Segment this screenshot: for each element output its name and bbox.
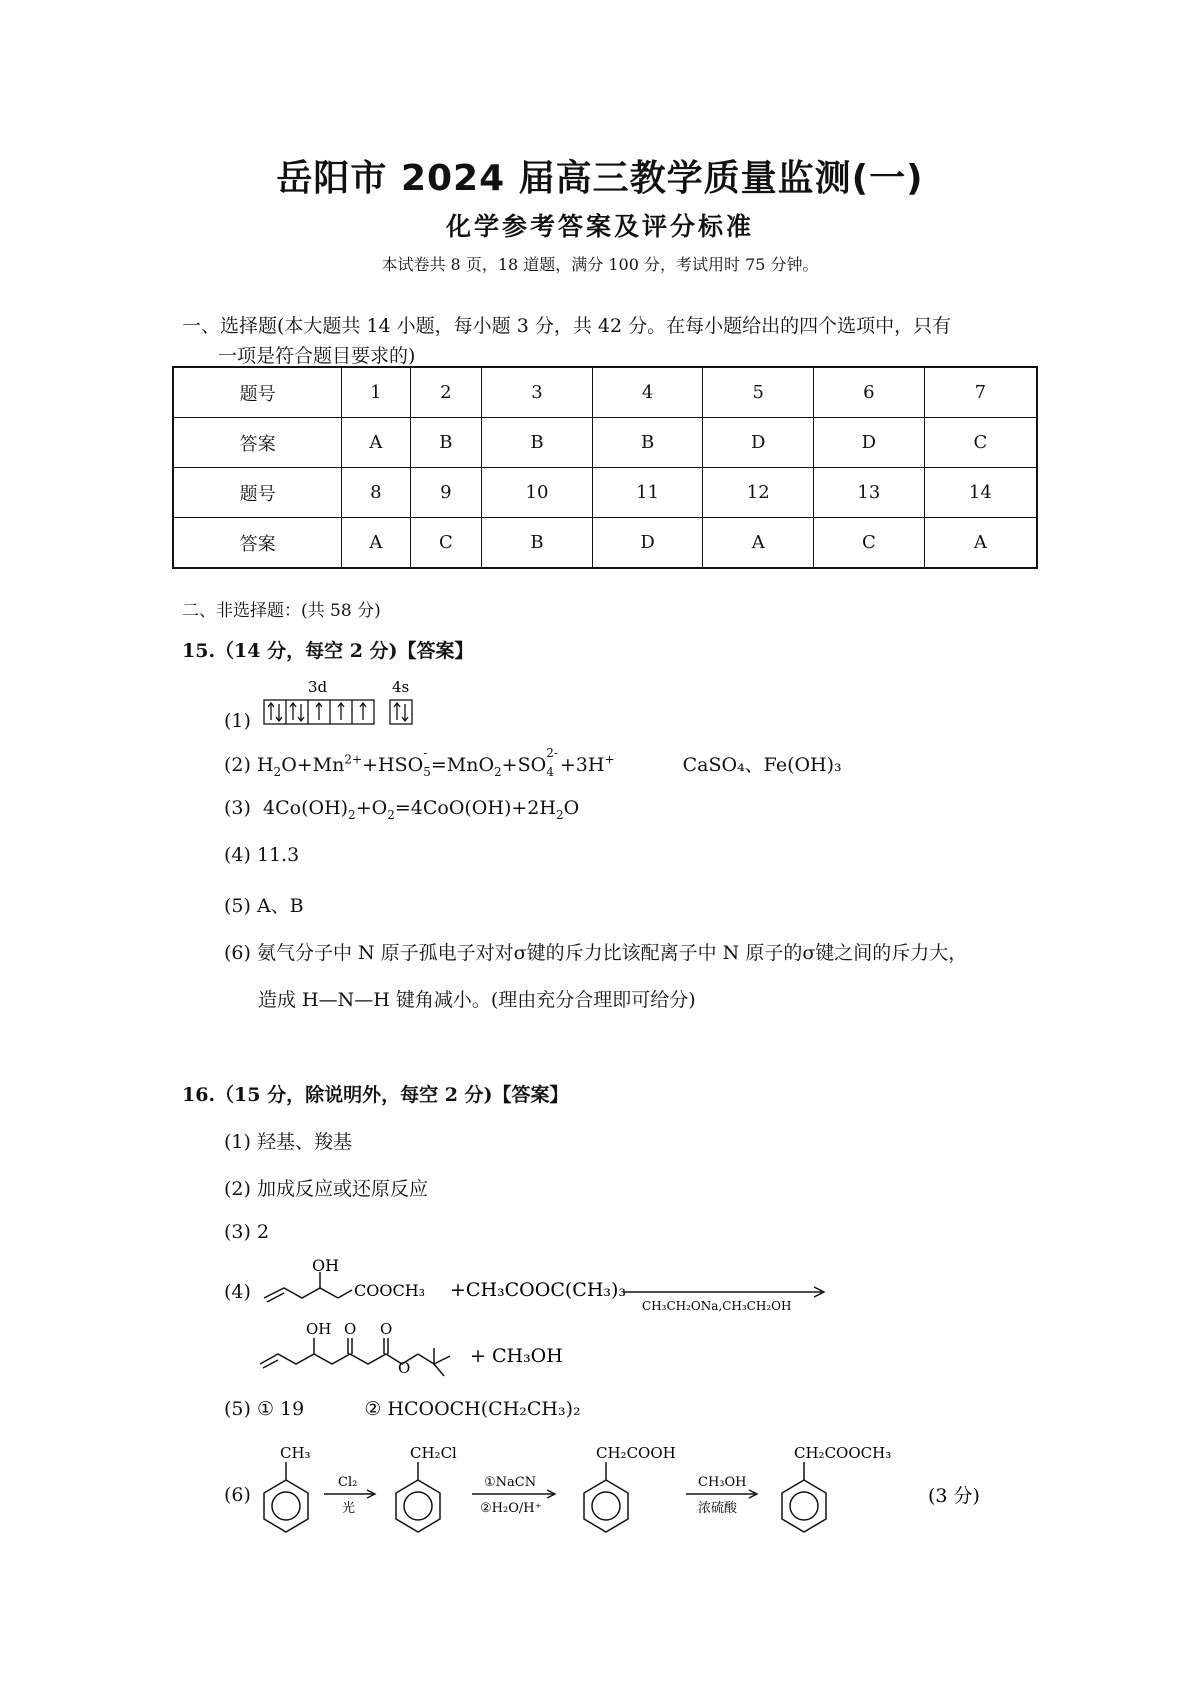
reaction-condition: CH₃CH₂ONa,CH₃CH₂OH — [642, 1299, 792, 1313]
q16-part1: (1) 羟基、羧基 — [224, 1131, 352, 1153]
answer-cell: A — [342, 518, 410, 569]
question-number: 10 — [482, 468, 593, 518]
orbital-boxes-3d — [264, 700, 412, 724]
answer-cell: D — [703, 418, 814, 468]
answer-cell: D — [814, 418, 925, 468]
row-label: 题号 — [173, 367, 342, 418]
q15-part2-precipitates: CaSO₄、Fe(OH)₃ — [682, 754, 842, 776]
step1-reagent: Cl₂ — [338, 1475, 358, 1490]
q15-part1-label: (1) — [224, 710, 251, 732]
reactant-reagent: +CH₃COOC(CH₃)₃ — [450, 1279, 627, 1301]
q16-part5: (5) ① 19 ② HCOOCH(CH₂CH₃)₂ — [224, 1398, 581, 1420]
answer-cell: A — [703, 518, 814, 569]
answer-cell: B — [592, 418, 703, 468]
answer-cell: B — [482, 418, 593, 468]
product-oh: OH — [306, 1320, 332, 1338]
q16-part6-score: (3 分) — [928, 1485, 980, 1507]
label-ch2cl: CH₂Cl — [410, 1444, 457, 1462]
label-ch2cooch3: CH₂COOCH₃ — [794, 1444, 892, 1462]
benzene-methyl-ester — [782, 1462, 826, 1532]
synthesis-route — [258, 1440, 1018, 1560]
table-row-questions-2 — [173, 468, 1037, 518]
q15-heading: 15.（14 分，每空 2 分)【答案】 — [182, 640, 474, 662]
table-row-answers-2 — [173, 518, 1037, 569]
table-row-questions-1 — [173, 367, 1037, 418]
question-number: 1 — [342, 367, 410, 418]
q16-heading: 16.（15 分，除说明外，每空 2 分)【答案】 — [182, 1084, 569, 1106]
reactant-structure — [262, 1258, 832, 1318]
section2-heading: 二、非选择题：(共 58 分) — [182, 601, 381, 621]
row-label: 答案 — [173, 518, 342, 569]
label-ch2cooh: CH₂COOH — [596, 1444, 676, 1462]
answer-cell: B — [482, 518, 593, 569]
answer-cell: B — [410, 418, 482, 468]
answer-cell: C — [410, 518, 482, 569]
q15-part6-line1: (6) 氨气分子中 N 原子孤电子对对σ键的斥力比该配离子中 N 原子的σ键之间的斥力大， — [224, 942, 968, 964]
exam-note: 本试卷共 8 页，18 道题，满分 100 分，考试用时 75 分钟。 — [381, 255, 819, 274]
question-number: 8 — [342, 468, 410, 518]
row-label: 答案 — [173, 418, 342, 468]
answer-cell: A — [924, 518, 1037, 569]
product-ketone-o: O — [344, 1320, 357, 1338]
question-number: 13 — [814, 468, 925, 518]
benzene-phenylacetic-acid — [584, 1462, 628, 1532]
answer-cell: A — [342, 418, 410, 468]
reactant-oh: OH — [312, 1258, 340, 1275]
byproduct: + CH₃OH — [470, 1345, 563, 1367]
question-number: 6 — [814, 367, 925, 418]
row-label: 题号 — [173, 468, 342, 518]
q15-part3: (3) $4Co(OH)_2+O_2=4CoO(OH)+2H_2O$ — [224, 797, 580, 822]
electron-arrows — [268, 703, 408, 721]
benzene-toluene — [264, 1462, 308, 1532]
q15-part5: (5) A、B — [224, 895, 304, 917]
step2-condition: ②H₂O/H⁺ — [480, 1501, 542, 1516]
answer-cell: C — [924, 418, 1037, 468]
orbital-diagram — [262, 676, 422, 732]
q16-part3: (3) 2 — [224, 1221, 270, 1243]
step2-reagent: ①NaCN — [484, 1475, 537, 1490]
question-number: 12 — [703, 468, 814, 518]
answer-table — [172, 366, 1038, 569]
label-ch3: CH₃ — [280, 1444, 311, 1462]
q16-part6-label: (6) — [224, 1484, 251, 1506]
question-number: 4 — [592, 367, 703, 418]
page-subtitle: 化学参考答案及评分标准 — [445, 212, 754, 241]
q16-part2: (2) 加成反应或还原反应 — [224, 1178, 428, 1200]
question-number: 5 — [703, 367, 814, 418]
equation-co: $4Co(OH)_2+O_2=4CoO(OH)+2H_2O$ — [256, 797, 580, 822]
q15-part4: (4) 11.3 — [224, 844, 300, 866]
section1-heading: 一、选择题(本大题共 14 小题，每小题 3 分，共 42 分。在每小题给出的四个选项中，只有 一项是符合题目要求的) — [182, 315, 952, 367]
product-ester-o: O — [380, 1320, 393, 1338]
benzene-benzyl-chloride — [396, 1462, 440, 1532]
table-row-answers-1 — [173, 418, 1037, 468]
orbital-label-3d: 3d — [308, 678, 328, 696]
step1-condition: 光 — [342, 1501, 356, 1516]
q16-part4-label: (4) — [224, 1281, 251, 1303]
equation-mn: $H_2O+Mn^{2+}+HSO$ - $_5$=MnO$_2$+SO 2- $_4$ +3H+ — [256, 746, 615, 779]
question-number: 14 — [924, 468, 1037, 518]
q15-part2: (2) $H_2O+Mn^{2+}+HSO$ - $_5$=MnO$_2$+SO 2- $_4$ +3H+ CaSO₄、Fe(OH)₃ — [224, 746, 842, 779]
page-title: 岳阳市 2024 届高三教学质量监测(一) — [276, 158, 924, 199]
question-number: 7 — [924, 367, 1037, 418]
answer-cell: D — [592, 518, 703, 569]
step3-reagent: CH₃OH — [698, 1475, 747, 1490]
product-structure — [258, 1318, 598, 1382]
answer-cell: C — [814, 518, 925, 569]
question-number: 3 — [482, 367, 593, 418]
product-ether-o: O — [398, 1359, 411, 1377]
question-number: 11 — [592, 468, 703, 518]
q15-part6-line2: 造成 H—N—H 键角减小。(理由充分合理即可给分) — [258, 989, 696, 1011]
question-number: 9 — [410, 468, 482, 518]
orbital-label-4s: 4s — [392, 678, 410, 696]
question-number: 2 — [410, 367, 482, 418]
step3-condition: 浓硫酸 — [698, 1501, 738, 1516]
reactant-ester: COOCH₃ — [354, 1281, 426, 1300]
